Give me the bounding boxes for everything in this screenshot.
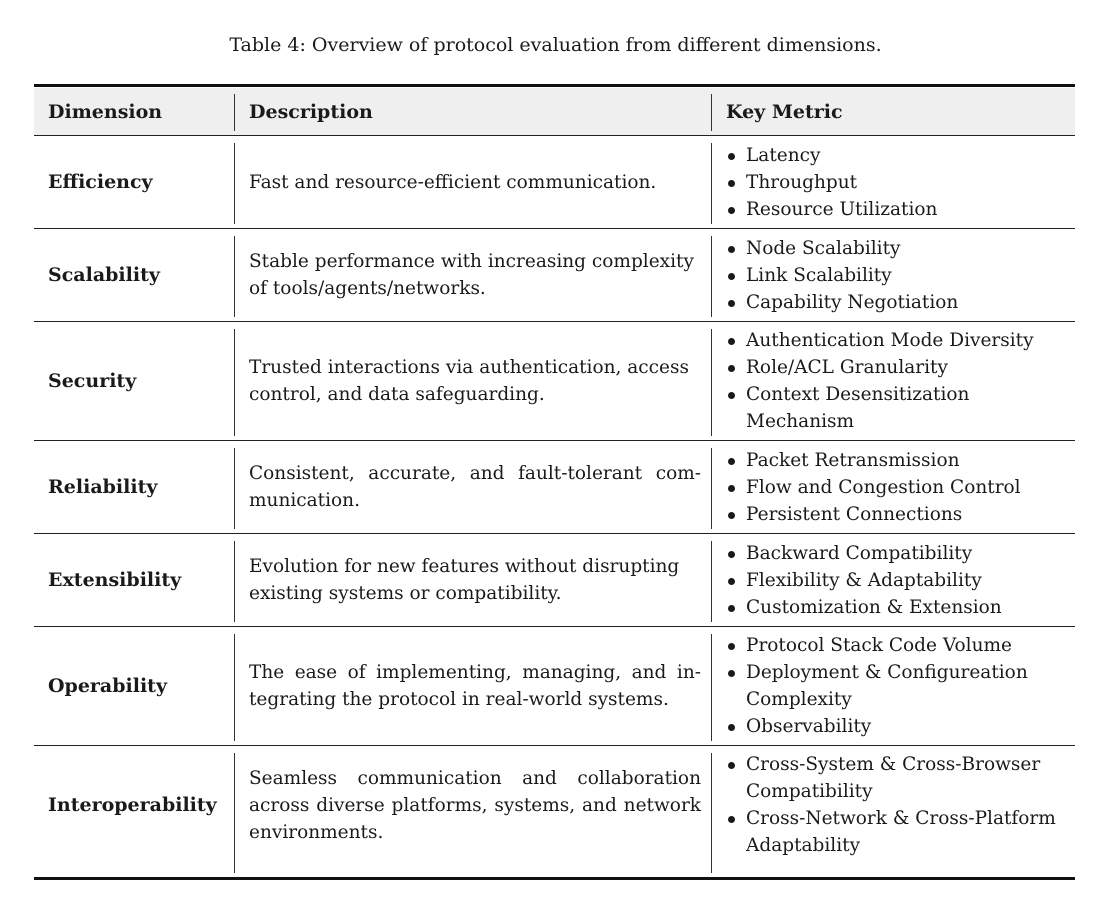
description-cell (249, 322, 701, 440)
key-metric-list (726, 322, 1072, 440)
key-metric-item: Resource Utilization (746, 198, 938, 220)
key-metric-continuation: Mechanism (746, 411, 855, 432)
key-metric-continuation: Adaptability (746, 835, 861, 856)
column-separator (234, 143, 235, 224)
column-separator (234, 329, 235, 436)
key-metric-item: Flexibility & Adaptability (746, 569, 982, 591)
key-metric-item: Context Desensitization (746, 384, 970, 405)
key-metric-item: Latency (746, 144, 821, 166)
description-cell (249, 441, 701, 533)
column-separator (711, 634, 712, 741)
table-top-rule (34, 84, 1075, 87)
table-caption: Table 4: Overview of protocol evaluation from different dimensions. (229, 34, 882, 56)
description-line: tegrating the protocol in real-world systems. (249, 689, 669, 710)
key-metric-list (726, 746, 1072, 864)
column-separator (234, 753, 235, 873)
description-line: Trusted interactions via authentication, access (249, 357, 689, 378)
table-bottom-rule (34, 877, 1075, 880)
key-metric-item: Customization & Extension (746, 596, 1002, 618)
key-metric-item: Authentication Mode Diversity (746, 330, 1034, 351)
column-separator (234, 634, 235, 741)
dimension-cell: Security (48, 370, 137, 392)
table-header-row (34, 88, 1075, 135)
dimension-cell: Efficiency (48, 171, 153, 193)
description-line: The ease of implementing, managing, and in- (249, 662, 701, 683)
dimension-cell: Reliability (48, 476, 158, 498)
key-metric-list (726, 534, 1072, 626)
description-line: Stable performance with increasing complexity (249, 251, 694, 272)
key-metric-item: Backward Compatibility (746, 542, 973, 564)
description-cell (249, 534, 701, 626)
dimension-cell: Scalability (48, 264, 160, 286)
description-line: Fast and resource-efficient communication. (249, 171, 657, 193)
column-separator (234, 94, 235, 131)
key-metric-continuation: Compatibility (746, 781, 873, 802)
column-separator (711, 329, 712, 436)
header-dimension: Dimension (48, 100, 163, 123)
key-metric-item: Throughput (746, 171, 858, 193)
description-line: environments. (249, 821, 384, 843)
column-separator (711, 448, 712, 529)
column-separator (711, 541, 712, 622)
key-metric-continuation: Complexity (746, 689, 852, 710)
key-metric-list (726, 136, 1072, 228)
description-line: control, and data safeguarding. (249, 384, 545, 405)
key-metric-item: Deployment & Configureation (746, 662, 1028, 683)
key-metric-item: Protocol Stack Code Volume (746, 635, 1012, 656)
key-metric-list (726, 441, 1072, 533)
key-metric-item: Node Scalability (746, 237, 901, 259)
description-line: Seamless communication and collaboration (249, 767, 701, 789)
description-cell (249, 627, 701, 745)
column-separator (711, 236, 712, 317)
key-metric-item: Capability Negotiation (746, 291, 959, 313)
dimension-cell: Extensibility (48, 569, 182, 591)
column-separator (234, 236, 235, 317)
dimension-cell: Interoperability (48, 794, 217, 816)
key-metric-item: Cross-System & Cross-Browser (746, 754, 1041, 775)
description-line: munication. (249, 490, 360, 511)
description-line: across diverse platforms, systems, and network (249, 794, 701, 816)
column-separator (234, 448, 235, 529)
description-cell (249, 746, 701, 864)
key-metric-item: Link Scalability (746, 264, 892, 286)
dimension-cell: Operability (48, 675, 168, 697)
description-line: existing systems or compatibility. (249, 583, 562, 604)
key-metric-item: Packet Retransmission (746, 449, 960, 471)
key-metric-item: Role/ACL Granularity (746, 357, 948, 378)
description-line: Evolution for new features without disrupting (249, 556, 680, 577)
description-cell (249, 229, 701, 321)
key-metric-item: Flow and Congestion Control (746, 476, 1021, 498)
key-metric-list (726, 627, 1072, 745)
header-description: Description (249, 100, 373, 123)
key-metric-item: Persistent Connections (746, 503, 963, 525)
description-line: of tools/agents/networks. (249, 278, 486, 299)
column-separator (711, 94, 712, 131)
key-metric-item: Observability (746, 716, 872, 737)
column-separator (711, 753, 712, 873)
column-separator (234, 541, 235, 622)
description-line: Consistent, accurate, and fault-tolerant com- (249, 463, 701, 484)
key-metric-list (726, 229, 1072, 321)
header-key-metric: Key Metric (726, 100, 843, 123)
description-cell (249, 136, 701, 228)
key-metric-item: Cross-Network & Cross-Platform (746, 808, 1056, 829)
column-separator (711, 143, 712, 224)
